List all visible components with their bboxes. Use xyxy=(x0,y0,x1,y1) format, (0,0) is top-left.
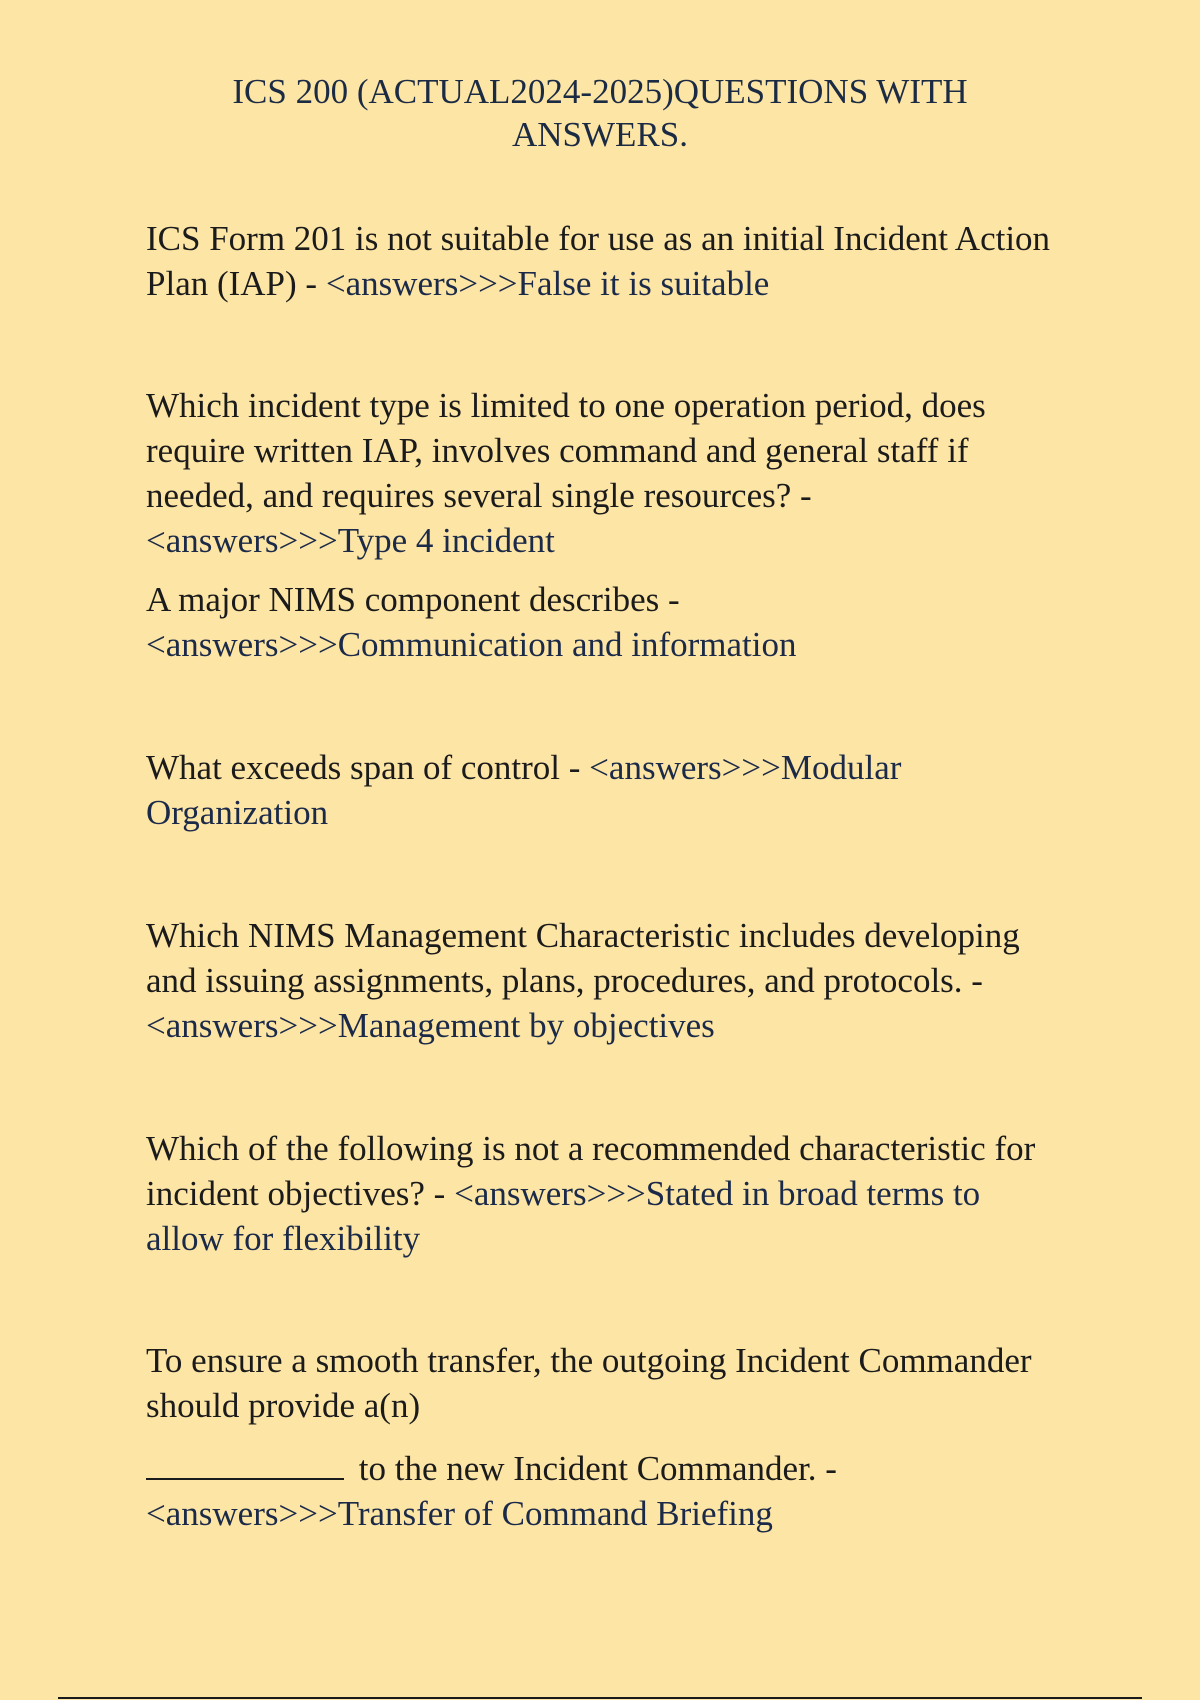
footer-divider xyxy=(58,1697,1142,1699)
qa-item xyxy=(146,216,1066,306)
fill-in-blank xyxy=(146,1448,344,1480)
qa-item xyxy=(146,1338,1066,1536)
question-text: A major NIMS component describes - xyxy=(146,580,680,619)
answer-text: <answers>>>Type 4 incident xyxy=(146,521,555,560)
question-text: Which NIMS Management Characteristic includes developing and issuing assignments, plans, procedures, and protocols. - xyxy=(146,916,1020,1000)
answer-text: <answers>>>Stated in broad terms to allow for flexibility xyxy=(146,1174,981,1258)
answer-text: <answers>>>Communication and information xyxy=(146,625,797,664)
qa-item xyxy=(146,577,1066,667)
question-text: Which of the following is not a recommended characteristic for incident objectives? - xyxy=(146,1129,1036,1213)
qa-item xyxy=(146,383,1066,563)
question-text: What exceeds span of control - xyxy=(146,748,590,787)
answer-text: <answers>>>False it is suitable xyxy=(325,264,770,303)
document-title xyxy=(150,70,1050,156)
document-title-line-2: ANSWERS. xyxy=(512,115,688,154)
answer-text: <answers>>>Transfer of Command Briefing xyxy=(146,1494,773,1533)
question-text: To ensure a smooth transfer, the outgoing Incident Commander should provide a(n) xyxy=(146,1341,1032,1425)
qa-item xyxy=(146,1126,1066,1261)
answer-text: <answers>>>Management by objectives xyxy=(146,1006,715,1045)
question-text: ICS Form 201 is not suitable for use as an initial Incident Action Plan (IAP) - xyxy=(146,219,1051,303)
document-title-line-1: ICS 200 (ACTUAL2024-2025)QUESTIONS WITH xyxy=(232,72,968,111)
qa-item xyxy=(146,913,1066,1048)
question-text-continued: to the new Incident Commander. - xyxy=(350,1449,837,1488)
answer-text: <answers>>>Modular Organization xyxy=(146,748,902,832)
qa-item xyxy=(146,745,1066,835)
question-text: Which incident type is limited to one operation period, does require written IAP, involves command and general staff if needed, and requires several single resources? - xyxy=(146,386,986,515)
